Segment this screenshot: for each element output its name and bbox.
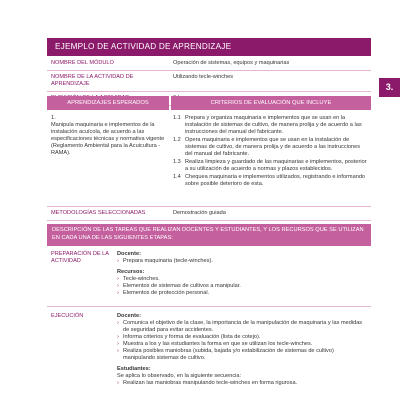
criterion-text: Opera maquinaria e implementos que se usan en la instalación de sistemas de cultivo, de manera prolija y de acuerdo a las instrucciones del manual del fabricante. xyxy=(185,137,361,157)
outcomes-row xyxy=(47,112,371,207)
section-number-tab: 3. xyxy=(379,78,400,97)
list-item: › Prepara maquinaria (tecle-winches). xyxy=(117,258,213,264)
learning-outcome xyxy=(47,112,169,206)
criterion-item xyxy=(173,137,367,158)
criterion-number: 1.1 xyxy=(173,115,181,121)
description-bar: DESCRIPCIÓN DE LAS TAREAS QUE REALIZAN DOCENTES Y ESTUDIANTES, Y LOS RECURSOS QUE SE UTILIZAN EN CADA UNA DE LAS SIGUIENTES ETAPAS: xyxy=(47,224,371,246)
criterion-text: Prepara y organiza maquinaria e implementos que se usan en la instalación de sistemas de cultivo, de manera prolija y de acuerdo a las instrucciones del manual del fabricante. xyxy=(185,115,362,135)
learning-outcome-number: 1. xyxy=(51,115,56,121)
execution-label: EJECUCIÓN xyxy=(51,313,84,319)
criterion-number: 1.2 xyxy=(173,137,181,143)
list-item: › Elementos de sistemas de cultivos a manipular. xyxy=(117,283,241,289)
criterion-number: 1.4 xyxy=(173,174,181,180)
list-item: › Comunica el objetivo de la clase, la importancia de la manipulación de maquinaria y las medidas de seguridad para evitar accidentes. xyxy=(117,320,363,333)
info-value: Operación de sistemas, equipos y maquinarias xyxy=(173,60,290,66)
criterion-item xyxy=(173,115,367,136)
info-value: Utilizando tecle-winches xyxy=(173,74,234,80)
criterion-item xyxy=(173,174,367,188)
criterion-text: Realiza limpieza y guardado de las maquinarias e implementos, posterior a su utilización de acuerdo a normas y plazos establecidos. xyxy=(185,159,367,172)
evaluation-criteria-header: CRITERIOS DE EVALUACIÓN QUE INCLUYE xyxy=(171,96,371,110)
preparation-label: PREPARACIÓN DE LA ACTIVIDAD xyxy=(51,251,109,264)
learning-outcome-text: Manipula maquinaria e implementos de la instalación acuícola, de acuerdo a las especificaciones técnicas y normativa vigente (Reglamento Ambiental para la Acuicultura - RAMA). xyxy=(51,122,165,156)
list-item: › Elementos de protección personal. xyxy=(117,290,210,296)
execution-docente-label: Docente: xyxy=(117,313,141,319)
learning-outcomes-header: APRENDIZAJES ESPERADOS xyxy=(47,96,169,110)
list-item: › Realiza posibles maniobras (subida, bajada y/o estabilización de sistemas de cultivo) manipulando sistemas de cultivo. xyxy=(117,348,334,361)
outcomes-header xyxy=(47,96,371,110)
execution-section xyxy=(47,310,371,400)
info-label: NOMBRE DEL MÓDULO xyxy=(51,60,114,66)
info-label: NOMBRE DE LA ACTIVIDAD DE APRENDIZAJE xyxy=(51,74,134,87)
criterion-item xyxy=(173,159,367,173)
info-row-module xyxy=(47,57,371,71)
preparation-docente-label: Docente: xyxy=(117,251,141,257)
criteria-list xyxy=(169,112,371,206)
criterion-number: 1.3 xyxy=(173,159,181,165)
list-item: › Muestra a los y las estudiantes la forma en que se utilizan los tecle-winches. xyxy=(117,341,313,347)
list-item: › Realizan las maniobras manipulando tecle-winches en forma rigurosa. xyxy=(117,380,298,386)
preparation-resources-label: Recursos: xyxy=(117,269,145,275)
execution-students-label: Estudiantes: xyxy=(117,366,151,372)
list-item: › Informa criterios y forma de evaluación (lista de cotejo). xyxy=(117,334,261,340)
activity-title: EJEMPLO DE ACTIVIDAD DE APRENDIZAJE xyxy=(47,38,371,56)
methodology-row xyxy=(47,207,371,221)
info-row-activity xyxy=(47,71,371,92)
preparation-section xyxy=(47,248,371,307)
methodology-label: METODOLOGÍAS SELECCIONADAS xyxy=(51,210,146,216)
list-item: › Tecle-winches. xyxy=(117,276,160,282)
criterion-text: Chequea maquinaria e implementos utilizados, registrando e informando sobre posible deterioro de esta. xyxy=(185,174,366,187)
execution-students-intro: Se aplica lo observado, en la siguiente secuencia: xyxy=(117,373,242,379)
methodology-value: Demostración guiada xyxy=(173,210,226,216)
